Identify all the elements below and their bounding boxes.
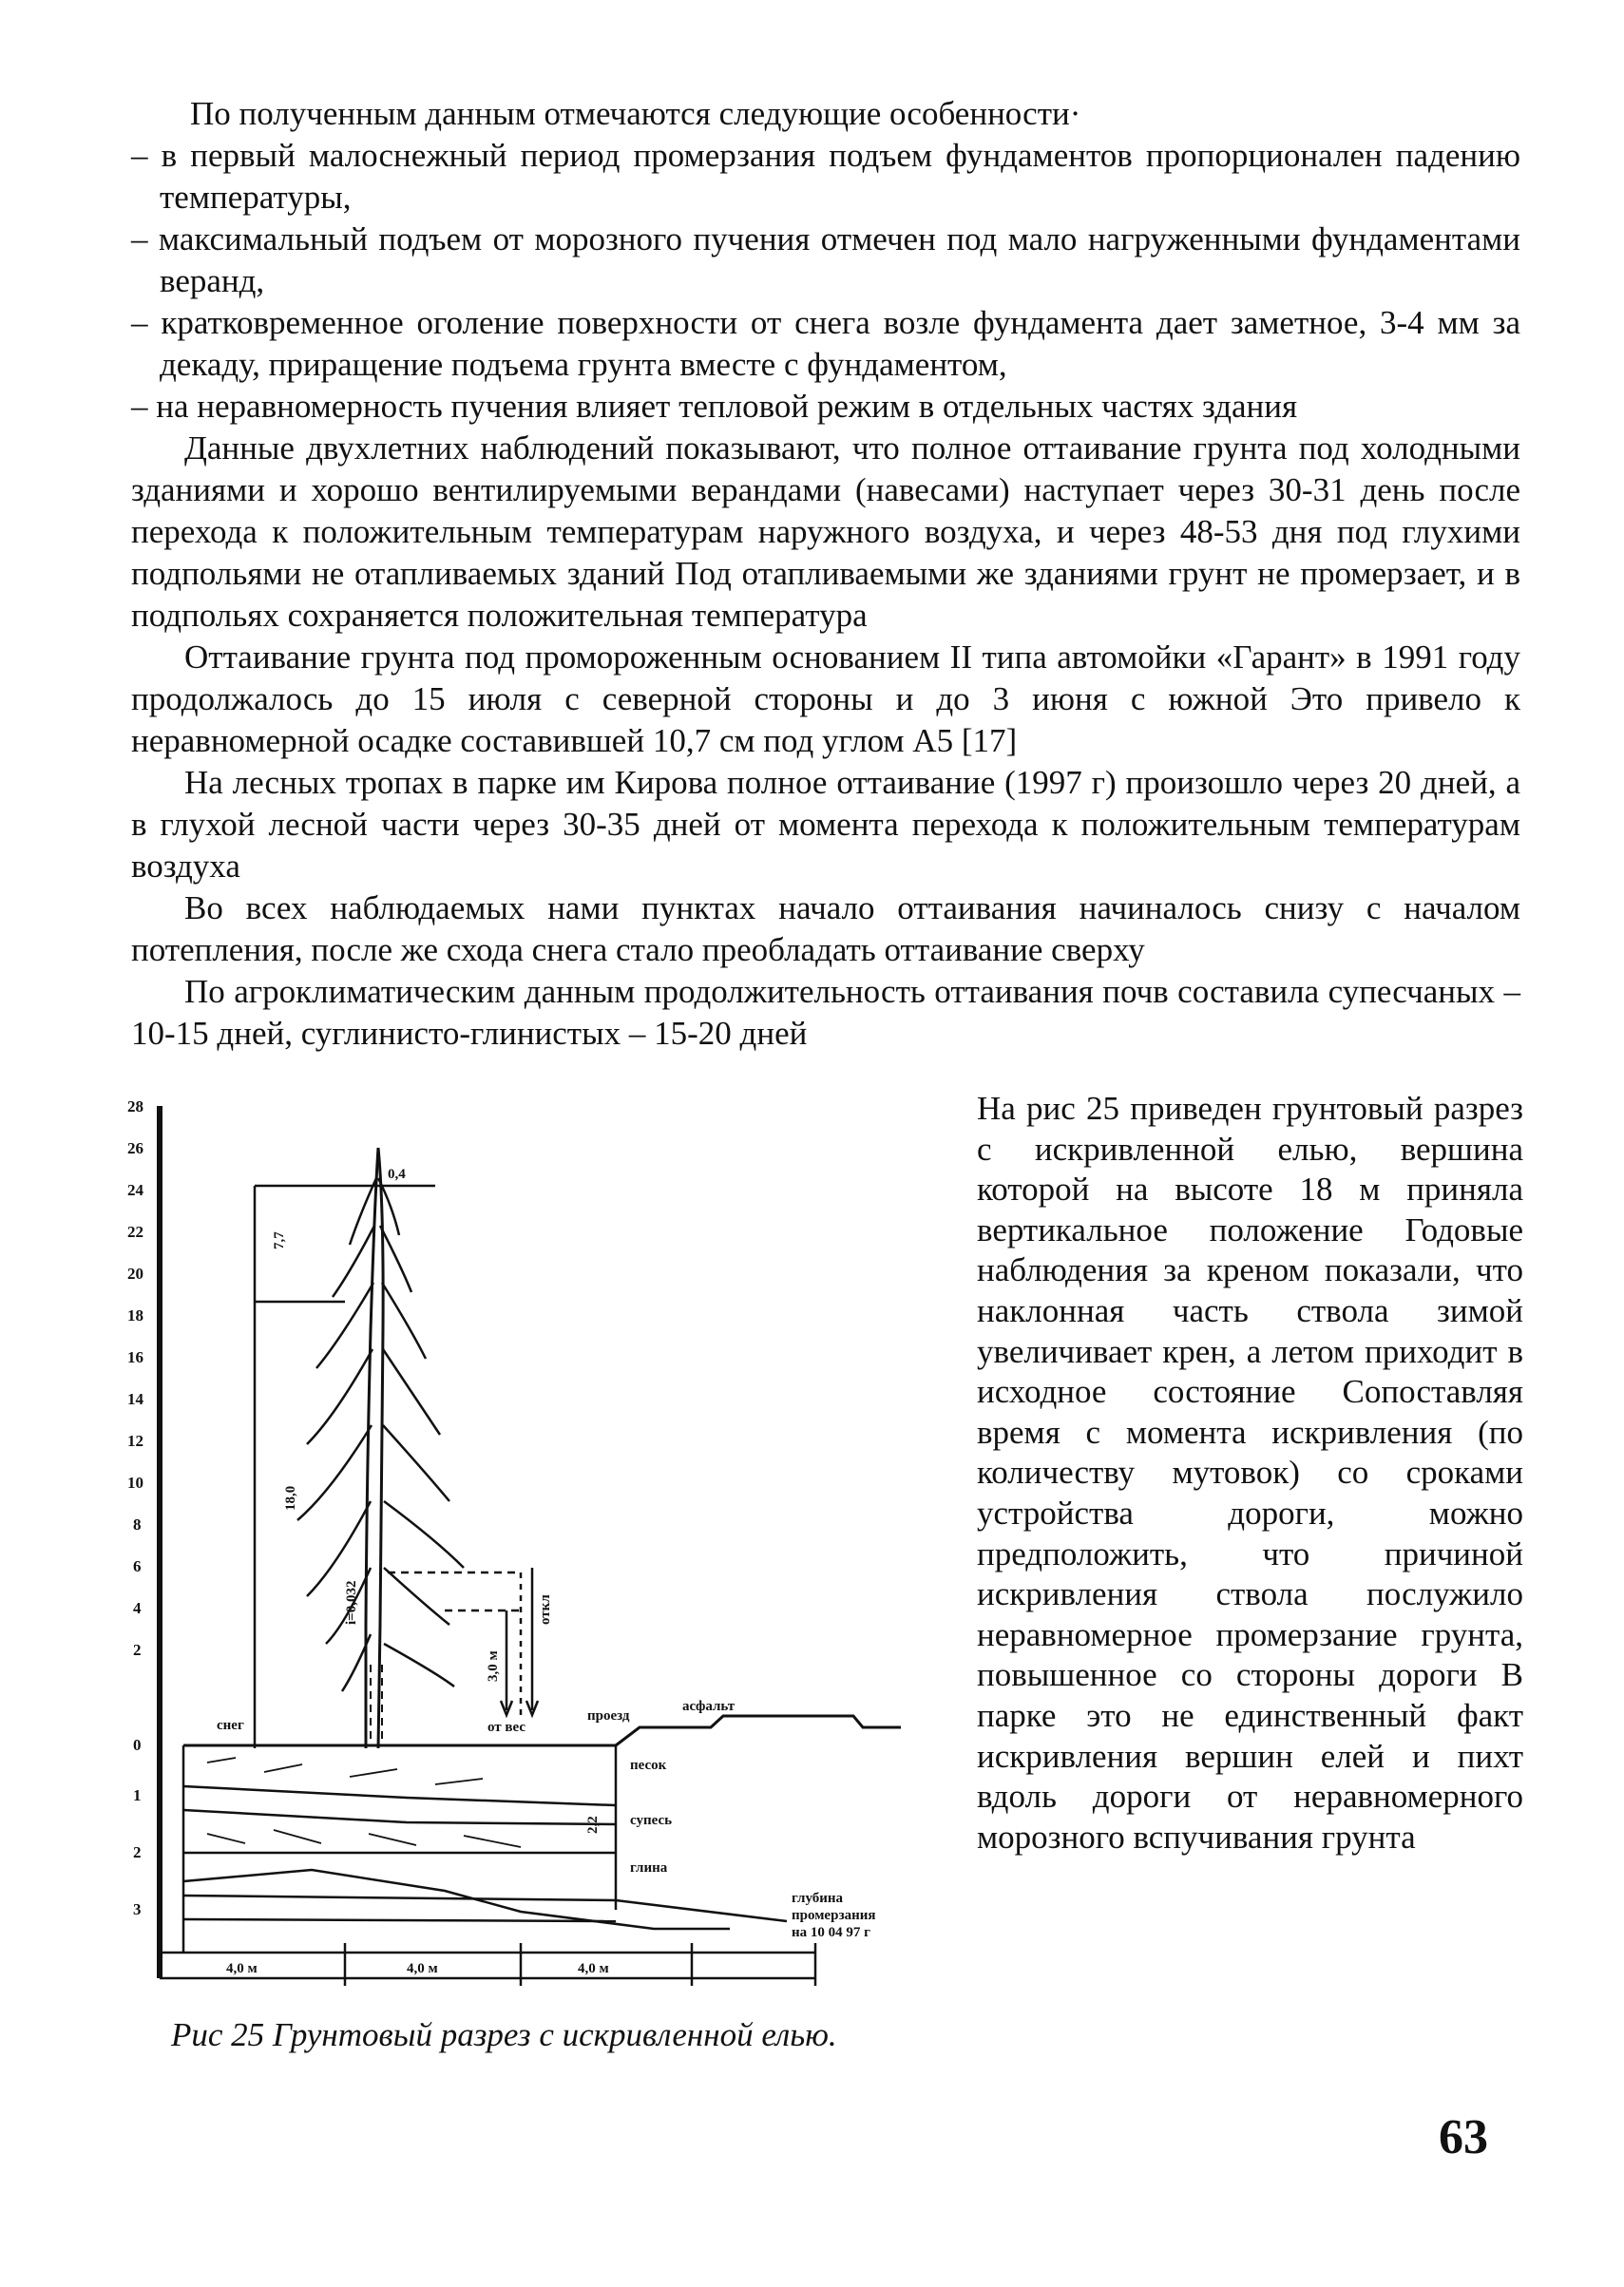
scale-tick: 2 [133,1641,142,1659]
bullet-item: – максимальный подъем от морозного пучения отмечен под мало нагруженными фундаментами веранд, [131,220,1520,299]
paragraph: Во всех наблюдаемых нами пунктах начало оттаивания начиналось снизу с началом потепления, после же схода снега стало преобладать оттаивание сверху [131,889,1520,968]
label-trunk-angle: i=0,032 [344,1580,359,1625]
scale-tick: 0 [133,1736,142,1754]
label-height: 18,0 [283,1485,298,1511]
scale-tick: 22 [127,1223,143,1241]
label-deviation: откл [538,1594,553,1625]
label-clay: глина [630,1860,668,1876]
paragraph: На лесных тропах в парке им Кирова полное оттаивание (1997 г) произошло через 20 дней, а в глухой лесной части через 30-35 дней от момента перехода к положительным температурам воздуха [131,764,1520,885]
scale-tick: 20 [127,1265,143,1283]
scale-tick: 12 [127,1432,143,1450]
bullet-item: – в первый малоснежный период промерзания подъем фундаментов пропорционален падению температуры, [131,137,1520,216]
main-text [131,93,1520,1055]
scale-tick: 8 [133,1515,142,1534]
scale-tick: 24 [127,1181,143,1199]
scale-tick: 18 [127,1306,143,1325]
scale-tick: 14 [127,1390,143,1408]
paragraph: Данные двухлетних наблюдений показывают, что полное оттаивание грунта под холодными зданиями и хорошо вентилируемыми верандами (навесами) наступает через 30-31 день после перехода к положительным температурам наружного воздуха, и через 48-53 дня под глухими подпольями не отапливаемых зданий Под отапливаемыми же зданиями грунт не промерзает, и в подпольях сохраняется положительная температура [131,429,1520,634]
label-road: проезд [587,1708,630,1724]
scale-tick: 26 [127,1139,143,1157]
label-freeze-note: промерзания [792,1908,876,1923]
label-distance: 4,0 м [578,1961,609,1976]
soil-section-drawing [122,1093,958,2005]
label-from-weight: от вес [487,1720,526,1735]
paragraph: Оттаивание грунта под промороженным основанием II типа автомойки «Гарант» в 1991 году продолжалось до 15 июля с северной стороны и до 3 июня с южной Это привело к неравномерной осадке составившей 10,7 см под углом А5 [17] [131,638,1520,759]
scale-tick: 16 [127,1348,143,1366]
paragraph: По агроклиматическим данным продолжительность оттаивания почв составила супесчаных – 10-15 дней, суглинисто-глинистых – 15-20 дней [131,973,1520,1052]
label-freeze-note: глубина [792,1891,844,1906]
side-paragraph: На рис 25 приведен грунтовый разрез с искривленной елью, вершина которой на высоте 18 м приняла вертикальное положение Годовые наблюдения за креном показали, что наклонная часть ствола зимой увеличивает крен, а летом приходит в исходное состояние Сопоставляя время с момента искривления (по количеству мутовок) со сроками устройства дороги, можно предположить, что причиной искривления ствола послужило неравномерное промерзание грунта, повышенное со стороны дороги В парке это не единственный факт искривления вершин елей и пихт вдоль дороги от неравномерного морозного вспучивания грунта [977,1090,1523,1856]
label-distance: 4,0 м [226,1961,258,1976]
label-sandy-loam: супесь [630,1813,673,1828]
label-top-offset: 0,4 [388,1167,406,1182]
page-number: 63 [1439,2110,1488,2164]
label-depth-value: 2,2 [585,1816,601,1834]
label-bend-height: 3,0 м [486,1650,501,1682]
soil-section-figure [122,1093,958,2005]
scale-tick: 6 [133,1557,142,1575]
scale-tick: 2 [133,1843,142,1861]
label-distance: 4,0 м [407,1961,438,1976]
label-freeze-note: на 10 04 97 г [792,1925,870,1940]
label-top-section: 7,7 [272,1231,287,1249]
scale-tick: 1 [133,1786,142,1804]
label-snow: снег [217,1718,244,1733]
figure-caption: Рис 25 Грунтовый разрез с искривленной елью. [171,2016,837,2053]
label-asphalt: асфальт [682,1699,736,1714]
scale-tick: 28 [127,1097,143,1115]
bullet-item: – кратковременное оголение поверхности от снега возле фундамента дает заметное, 3-4 мм за декаду, приращение подъема грунта вместе с фундаментом, [131,304,1520,383]
scale-tick: 10 [127,1474,143,1492]
scale-tick: 3 [133,1900,142,1918]
label-sand: песок [630,1758,667,1773]
scale-tick: 4 [133,1599,142,1617]
bullet-item: – на неравномерность пучения влияет тепловой режим в отдельных частях здания [131,388,1298,425]
intro-line: По полученным данным отмечаются следующие особенности· [190,95,1081,132]
